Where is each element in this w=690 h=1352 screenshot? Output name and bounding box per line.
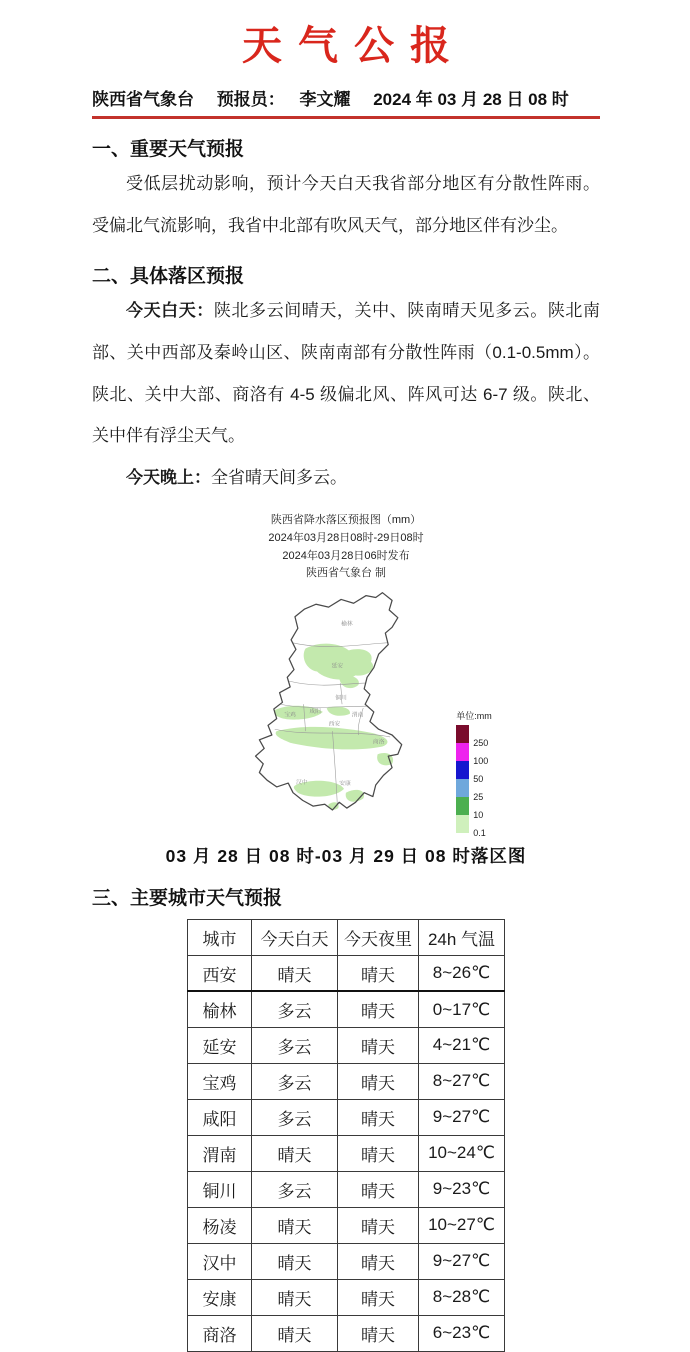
header-temp: 24h 气温: [419, 919, 505, 955]
night-cell: 晴天: [338, 1099, 419, 1135]
day-cell: 多云: [252, 991, 338, 1027]
temp-cell: 6~23℃: [419, 1315, 505, 1351]
legend-unit-label: 单位:mm: [456, 710, 492, 721]
city-cell: 汉中: [188, 1243, 252, 1279]
city-label: 咸阳: [309, 708, 322, 715]
legend-entry: [456, 761, 484, 784]
map-title-line: 陕西省降水落区预报图（mm）: [270, 514, 422, 527]
page-title: 天气公报: [242, 24, 466, 68]
legend-color-swatch: [456, 725, 469, 743]
day-cell: 晴天: [252, 1207, 338, 1243]
legend-entry: [456, 743, 489, 766]
header-city: 城市: [188, 919, 252, 955]
city-label: 铜川: [335, 695, 348, 702]
meta-line: [92, 85, 600, 119]
table-row: [188, 1207, 505, 1243]
city-cell: 宝鸡: [188, 1063, 252, 1099]
legend-threshold-label: 250: [473, 737, 489, 748]
night-cell: 晴天: [338, 1171, 419, 1207]
legend-threshold-label: 0.1: [473, 827, 486, 838]
table-row: [188, 1171, 505, 1207]
night-text: 全省晴天间多云。: [211, 467, 347, 487]
legend-color-swatch: [456, 797, 469, 815]
table-row: [188, 1099, 505, 1135]
city-cell: 杨凌: [188, 1207, 252, 1243]
header-day: 今天白天: [252, 919, 338, 955]
day-cell: 晴天: [252, 1243, 338, 1279]
section3-heading: 三、主要城市天气预报: [92, 887, 283, 909]
city-cell: 榆林: [188, 991, 252, 1027]
legend-threshold-label: 25: [473, 791, 484, 802]
night-cell: 晴天: [338, 955, 419, 991]
table-row: [188, 955, 505, 991]
temp-cell: 10~27℃: [419, 1207, 505, 1243]
temp-cell: 9~27℃: [419, 1099, 505, 1135]
city-cell: 延安: [188, 1027, 252, 1063]
map-title-block: [92, 512, 600, 582]
temp-cell: 10~24℃: [419, 1135, 505, 1171]
temp-cell: 8~27℃: [419, 1063, 505, 1099]
city-cell: 渭南: [188, 1135, 252, 1171]
legend-entry: [456, 797, 484, 820]
map-legend: [456, 709, 492, 838]
issue-datetime: 2024 年 03 月 28 日 08 时: [373, 90, 569, 109]
day-cell: 多云: [252, 1063, 338, 1099]
legend-color-bar: [456, 725, 489, 838]
legend-color-swatch: [456, 761, 469, 779]
map-and-legend: [132, 585, 600, 838]
legend-entry: [456, 779, 484, 802]
night-cell: 晴天: [338, 1027, 419, 1063]
station-name: 陕西省气象台: [92, 90, 194, 109]
night-label: 今天晚上：: [126, 467, 211, 487]
header-night: 今天夜里: [338, 919, 419, 955]
section2-heading: 二、具体落区预报: [92, 266, 245, 288]
night-cell: 晴天: [338, 1243, 419, 1279]
night-cell: 晴天: [338, 1063, 419, 1099]
map-title-line: 2024年03月28日06时发布: [282, 549, 410, 562]
section1-heading: 一、重要天气预报: [92, 139, 245, 160]
city-label: 宝鸡: [284, 712, 297, 719]
legend-color-swatch: [456, 815, 469, 833]
temp-cell: 8~28℃: [419, 1279, 505, 1315]
city-label: 汉中: [296, 779, 308, 786]
temp-cell: 9~27℃: [419, 1243, 505, 1279]
legend-threshold-label: 100: [473, 755, 489, 766]
night-cell: 晴天: [338, 991, 419, 1027]
night-cell: 晴天: [338, 1279, 419, 1315]
night-cell: 晴天: [338, 1207, 419, 1243]
day-cell: 多云: [252, 1171, 338, 1207]
city-cell: 商洛: [188, 1315, 252, 1351]
forecaster-name: 李文耀: [299, 90, 351, 109]
temp-cell: 8~26℃: [419, 955, 505, 991]
day-cell: 晴天: [252, 1135, 338, 1171]
city-label: 商洛: [373, 739, 385, 746]
day-cell: 多云: [252, 1099, 338, 1135]
section2-night-paragraph: [92, 457, 600, 499]
table-row: [188, 1027, 505, 1063]
city-label: 渭南: [351, 712, 364, 719]
day-text: 陕北多云间晴天，关中、陕南晴天见多云。陕北南部、关中西部及秦岭山区、陕南南部有分散性阵雨（0.1-0.5mm）。陕北、关中大部、商洛有 4-5 级偏北风、阵风可达 6-7 级。陕北、关中伴有浮尘天气。: [92, 301, 601, 446]
legend-threshold-label: 50: [473, 773, 484, 784]
precipitation-map-figure: [92, 512, 600, 867]
table-row: [188, 1063, 505, 1099]
table-row: [188, 991, 505, 1027]
city-label: 西安: [328, 721, 341, 728]
night-cell: 晴天: [338, 1315, 419, 1351]
section1-paragraph: 受低层扰动影响，预计今天白天我省部分地区有分散性阵雨。受偏北气流影响，我省中北部有吹风天气，部分地区伴有沙尘。: [92, 174, 600, 235]
city-label: 榆林: [341, 621, 353, 628]
forecaster-label: 预报员：: [216, 90, 285, 109]
city-cell: 西安: [188, 955, 252, 991]
table-row: [188, 1315, 505, 1351]
city-label: 延安: [331, 663, 344, 670]
legend-threshold-label: 10: [473, 809, 484, 820]
province-outline: [256, 593, 402, 810]
legend-entry: [456, 815, 486, 838]
city-cell: 铜川: [188, 1171, 252, 1207]
city-cell: 安康: [188, 1279, 252, 1315]
table-header-row: [188, 919, 505, 955]
section2-day-paragraph: [92, 290, 600, 457]
map-title-line: 陕西省气象台 制: [305, 567, 387, 580]
temp-cell: 4~21℃: [419, 1027, 505, 1063]
legend-entry: [456, 725, 489, 748]
night-cell: 晴天: [338, 1135, 419, 1171]
day-cell: 晴天: [252, 1279, 338, 1315]
temp-cell: 0~17℃: [419, 991, 505, 1027]
map-caption: 03 月 28 日 08 时-03 月 29 日 08 时落区图: [165, 845, 527, 866]
city-label: 安康: [339, 780, 351, 787]
day-cell: 晴天: [252, 1315, 338, 1351]
table-row: [188, 1279, 505, 1315]
temp-cell: 9~23℃: [419, 1171, 505, 1207]
legend-color-swatch: [456, 779, 469, 797]
legend-color-swatch: [456, 743, 469, 761]
table-body: [188, 955, 505, 1351]
day-label: 今天白天：: [126, 301, 214, 321]
map-title-line: 2024年03月28日08时-29日08时: [268, 532, 424, 545]
table-row: [188, 1243, 505, 1279]
city-forecast-table: [187, 919, 505, 1352]
day-cell: 多云: [252, 1027, 338, 1063]
shaanxi-precipitation-map: [240, 585, 448, 835]
table-row: [188, 1135, 505, 1171]
city-cell: 咸阳: [188, 1099, 252, 1135]
day-cell: 晴天: [252, 955, 338, 991]
